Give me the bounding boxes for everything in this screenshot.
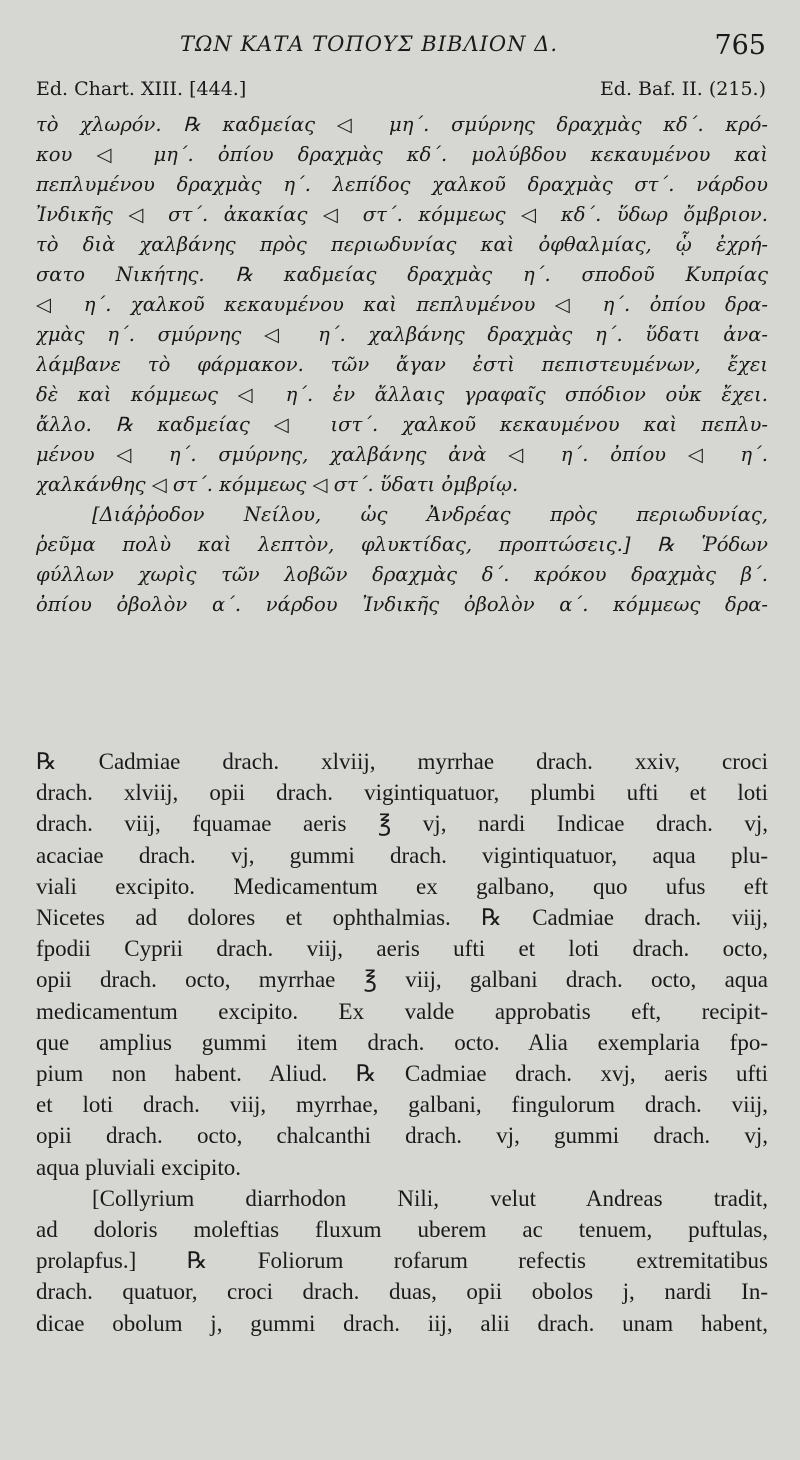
latin-line: ℞ Cadmiae drach. xlviij, myrrhae drach. xxiv, croci [36,749,768,774]
latin-line: ad doloris moleftias fluxum uberem ac tenuem, puftulas, [36,1217,768,1243]
latin-line: prolapfus.] ℞ Foliorum rofarum refectis extremitatibus [36,1248,768,1274]
greek-line: [Διάῤῥοδον Νείλου, ὡς Ἀνδρέας πρὸς περιωδυνίας, [92,503,768,526]
greek-line: λάμβανε τὸ φάρμακον. τῶν ἄγαν ἐστὶ πεπιστευμένων, ἔχει [36,353,768,376]
greek-line: τὸ διὰ χαλβάνης πρὸς περιωδυνίας καὶ ὀφθαλμίας, ᾧ ἐχρή- [36,233,768,256]
latin-line: medicamentum excipito. Ex valde approbatis eft, recipit- [36,998,768,1024]
latin-line: pium non habent. Aliud. ℞ Cadmiae drach. xvj, aeris ufti [36,1061,768,1087]
edition-basel: Ed. Baf. II. (215.) [599,78,766,100]
latin-line: drach. viij, fquamae aeris ℥ vj, nardi Indicae drach. vj, [36,811,768,837]
running-title: ΤΩΝ ΚΑΤΑ ΤΟΠΟΥΣ ΒΙΒΛΙΟΝ Δ. [180,32,559,56]
latin-line: viali excipito. Medicamentum ex galbano, quo ufus eft [36,873,768,899]
latin-line: [Collyrium diarrhodon Nili, velut Andreas tradit, [92,1185,768,1211]
greek-line: ὀπίου ὀβολὸν α΄. νάρδου Ἰνδικῆς ὀβολὸν α΄. κόμμεως δρα- [36,593,768,616]
latin-line: fpodii Cyprii drach. viij, aeris ufti et loti drach. octo, [36,936,768,962]
greek-line: ◁ η΄. χαλκοῦ κεκαυμένου καὶ πεπλυμένου ◁ η΄. ὀπίου δρα- [36,293,768,316]
greek-line: σατο Νικήτης. ℞ καδμείας δραχμὰς η΄. σποδοῦ Κυπρίας [36,263,768,286]
greek-line: χαλκάνθης ◁ στ΄. κόμμεως ◁ στ΄. ὕδατι ὀμβρίῳ. [36,473,519,496]
latin-line: drach. quatuor, croci drach. duas, opii obolos j, nardi In- [36,1279,768,1305]
greek-line: πεπλυμένου δραχμὰς η΄. λεπίδος χαλκοῦ δραχμὰς στ΄. νάρδου [36,173,768,196]
greek-line: χμὰς η΄. σμύρνης ◁ η΄. χαλβάνης δραχμὰς η΄. ὕδατι ἀνα- [36,323,768,346]
latin-line: que amplius gummi item drach. octo. Alia exemplaria fpo- [36,1029,768,1055]
latin-line: opii drach. octo, chalcanthi drach. vj, gummi drach. vj, [36,1123,768,1149]
edition-reference-line [36,78,766,106]
latin-text-block [36,746,768,1339]
greek-line: δὲ καὶ κόμμεως ◁ η΄. ἐν ἄλλαις γραφαῖς σπόδιον οὐκ ἔχει. [36,383,768,406]
greek-text-block [36,110,768,620]
greek-line: ἄλλο. ℞ καδμείας ◁ ιστ΄. χαλκοῦ κεκαυμένου καὶ πεπλυ- [36,413,768,436]
greek-line: φύλλων χωρὶς τῶν λοβῶν δραχμὰς δ΄. κρόκου δραχμὰς β΄. [36,563,768,586]
greek-line: κου ◁ μη΄. ὀπίου δραχμὰς κδ΄. μολύβδου κεκαυμένου καὶ [36,143,768,166]
greek-line: μένου ◁ η΄. σμύρνης, χαλβάνης ἀνὰ ◁ η΄. ὀπίου ◁ η΄. [36,443,768,466]
latin-line: acaciae drach. vj, gummi drach. vigintiquatuor, aqua plu- [36,842,768,868]
greek-line: Ἰνδικῆς ◁ στ΄. ἀκακίας ◁ στ΄. κόμμεως ◁ κδ΄. ὕδωρ ὄμβριον. [36,203,768,226]
latin-line: drach. xlviij, opii drach. vigintiquatuor, plumbi ufti et loti [36,780,768,806]
latin-line: et loti drach. viij, myrrhae, galbani, fingulorum drach. viij, [36,1092,768,1118]
page-header [0,30,800,70]
greek-line: τὸ χλωρόν. ℞ καδμείας ◁ μη΄. σμύρνης δραχμὰς κδ΄. κρό- [36,113,768,136]
greek-line: ῥεῦμα πολὺ καὶ λεπτὸν, φλυκτίδας, προπτώσεις.] ℞ Ῥόδων [36,533,768,556]
latin-line: Nicetes ad dolores et ophthalmias. ℞ Cadmiae drach. viij, [36,905,768,931]
latin-line: opii drach. octo, myrrhae ℥ viij, galbani drach. octo, aqua [36,967,768,993]
latin-line: dicae obolum j, gummi drach. iij, alii drach. unam habent, [36,1310,768,1336]
page-number: 765 [714,30,766,61]
latin-line: aqua pluviali excipito. [36,1154,242,1180]
edition-chartier: Ed. Chart. XIII. [444.] [36,78,247,100]
